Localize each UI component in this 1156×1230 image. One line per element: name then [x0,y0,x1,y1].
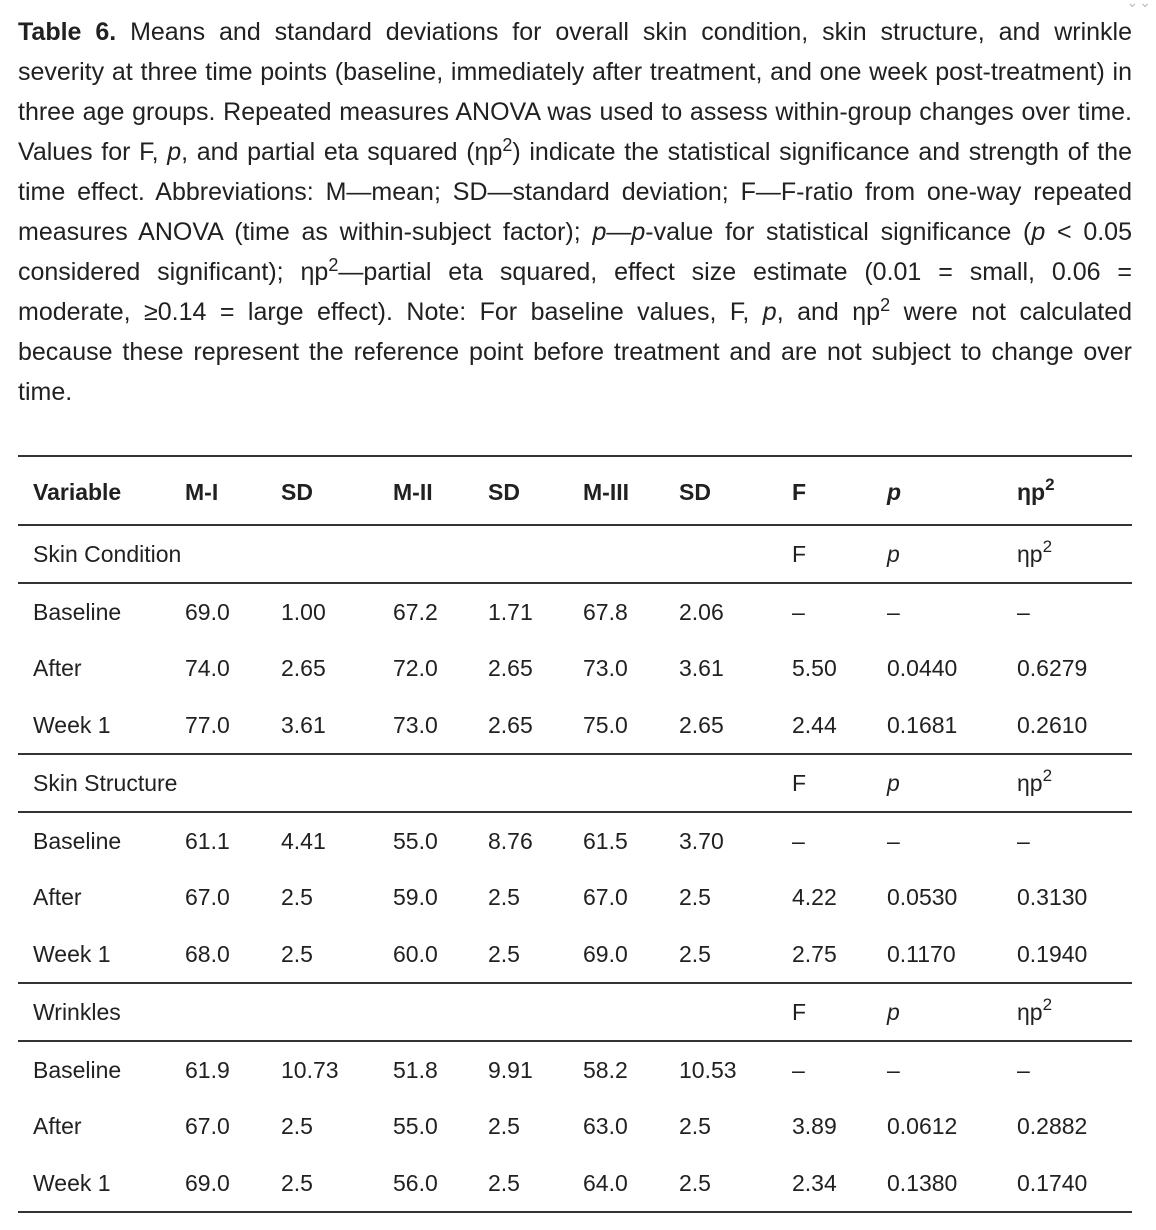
cell-eta: – [1017,598,1030,625]
cell-m1: 74.0 [185,655,230,681]
cell-variable: After [33,655,82,681]
cell-f: 4.22 [792,884,837,910]
cell-p: 0.1380 [872,1155,1002,1212]
cell-m2: 55.0 [393,1113,438,1139]
cell-sd3: 2.5 [679,1113,711,1139]
cell-variable: After [33,1113,82,1139]
expand-corner-icon: ⌄⌄ [1126,0,1152,10]
group-f-label: F [777,983,872,1041]
cell-m3: 67.8 [583,598,628,625]
cell-sd2: 2.5 [488,884,520,910]
cell-sd1: 3.61 [266,697,378,754]
cell-sd1: 2.65 [281,655,326,681]
cell-m3: 67.0 [583,884,628,910]
cell-sd2: 8.76 [488,827,533,854]
cell-eta: 0.1740 [1002,1155,1132,1212]
cell-variable: Week 1 [18,926,170,983]
cell-eta: 0.2610 [1002,697,1132,754]
cell-m1: 68.0 [170,926,266,983]
cell-sd2: 2.5 [473,926,568,983]
cell-m2: 73.0 [378,697,473,754]
cell-sd3: 2.5 [664,926,777,983]
group-name: Wrinkles [18,983,777,1041]
cell-p: 0.1170 [872,926,1002,983]
results-table [18,455,1132,1213]
cell-f: – [792,827,805,854]
cell-sd3: 2.5 [664,1155,777,1212]
cell-m1: 69.0 [170,1155,266,1212]
table-row [18,640,1132,697]
cell-p: 0.0612 [887,1113,958,1139]
cell-eta: – [1017,1056,1030,1083]
cell-sd2: 2.5 [488,1113,520,1139]
cell-sd2: 2.5 [473,1155,568,1212]
cell-m2: 67.2 [393,598,438,625]
cell-sd1: 2.5 [281,884,313,910]
table-header-row [18,456,1132,525]
cell-sd1: 2.5 [266,926,378,983]
group-eta-label: $\eta p^2$ [1002,525,1132,583]
cell-sd2: 2.65 [488,655,533,681]
group-f-label: F [777,754,872,812]
cell-m1: 77.0 [170,697,266,754]
cell-m2: 55.0 [393,827,438,854]
cell-sd1: 2.5 [281,1113,313,1139]
group-header-row [18,754,1132,812]
group-eta-label: $\eta p^2$ [1002,983,1132,1041]
group-name: Skin Structure [18,754,777,812]
cell-p: 0.0530 [887,884,958,910]
cell-sd1: 2.5 [266,1155,378,1212]
table-caption: Table 6. Means and standard deviations for overall skin condition, skin structure, and wrinkle severity at three time points (baseline, immediately after treatment, and one week post-treatment) in three age groups. Repeated measures ANOVA was used to assess within-group changes over time. Values for F, p, and partial eta squared $(\eta p^2)$ indicate the statistical significance and strength of the time effect. Abbreviations: M—mean; SD—standard deviation; F—F-ratio from one-way repeated measures ANOVA (time as within-subject factor); p—p-value for statistical significance (p < 0.05 considered significant); $\eta p^2—partial$ eta squared, effect size estimate (0.01 = small, 0.06 = moderate, ≥0.14 = large effect). Note: For baseline values, F, p, and $\eta p^2$ were not calculated because these represent the reference point before treatment and are not subject to change over time. [18,18,1133,406]
group-p-label: p [872,525,1002,583]
cell-eta: 0.1940 [1002,926,1132,983]
col-header-m3: M-III [568,456,664,525]
cell-variable: Week 1 [18,697,170,754]
group-name: Skin Condition [18,525,777,583]
cell-eta: 0.6279 [1017,655,1088,681]
cell-m2: 56.0 [378,1155,473,1212]
cell-p: – [887,827,900,854]
cell-m1: 61.1 [185,827,230,854]
cell-sd1: 10.73 [281,1056,339,1083]
group-header-row [18,525,1132,583]
table-row [18,926,1132,983]
cell-f: 2.75 [777,926,872,983]
col-header-m2: M-II [378,456,473,525]
cell-p: 0.1681 [872,697,1002,754]
cell-m1: 61.9 [185,1056,230,1083]
table-row [18,812,1132,869]
table-row [18,1098,1132,1155]
cell-m3: 73.0 [583,655,628,681]
col-header-sd2: SD [473,456,568,525]
cell-sd3: 3.61 [679,655,724,681]
cell-m3: 61.5 [583,827,628,854]
group-p-label: p [872,983,1002,1041]
cell-eta: 0.2882 [1017,1113,1088,1139]
cell-p: – [887,1056,900,1083]
col-header-f: F [777,456,872,525]
col-header-m1: M-I [170,456,266,525]
cell-sd3: 2.65 [664,697,777,754]
cell-m2: 51.8 [393,1056,438,1083]
group-f-label: F [777,525,872,583]
cell-sd1: 4.41 [281,827,326,854]
group-p-label: p [872,754,1002,812]
col-header-eta: $\eta p^2$ [1002,456,1132,525]
cell-f: 2.34 [777,1155,872,1212]
cell-p: 0.0440 [887,655,958,681]
cell-f: 5.50 [792,655,837,681]
cell-variable: Week 1 [18,1155,170,1212]
table-row [18,1041,1132,1098]
cell-m1: 67.0 [185,884,230,910]
cell-variable: Baseline [33,598,122,625]
cell-variable: Baseline [33,827,122,854]
cell-sd3: 2.06 [679,598,724,625]
cell-m1: 69.0 [185,598,230,625]
cell-m2: 72.0 [393,655,438,681]
col-header-sd3: SD [664,456,777,525]
table-row [18,869,1132,926]
col-header-p: p [872,456,1002,525]
cell-sd2: 9.91 [488,1056,533,1083]
cell-p: – [887,598,900,625]
cell-sd2: 1.71 [488,598,533,625]
col-header-sd1: SD [266,456,378,525]
cell-f: 2.44 [777,697,872,754]
cell-variable: After [33,884,82,910]
cell-f: 3.89 [792,1113,837,1139]
cell-eta: 0.3130 [1017,884,1088,910]
cell-m3: 63.0 [583,1113,628,1139]
group-header-row [18,983,1132,1041]
cell-sd1: 1.00 [281,598,326,625]
table-row [18,697,1132,754]
cell-m2: 60.0 [378,926,473,983]
cell-m3: 75.0 [568,697,664,754]
cell-m3: 64.0 [568,1155,664,1212]
cell-m2: 59.0 [393,884,438,910]
table-row [18,583,1132,640]
col-header-variable: Variable [18,456,170,525]
cell-f: – [792,1056,805,1083]
table-label: Table 6. [18,18,117,46]
cell-f: – [792,598,805,625]
cell-sd3: 3.70 [679,827,724,854]
table-row [18,1155,1132,1212]
cell-sd3: 2.5 [679,884,711,910]
cell-variable: Baseline [33,1056,122,1083]
cell-sd3: 10.53 [679,1056,737,1083]
cell-m3: 58.2 [583,1056,628,1083]
cell-m3: 69.0 [568,926,664,983]
cell-m1: 67.0 [185,1113,230,1139]
cell-eta: – [1017,827,1030,854]
group-eta-label: $\eta p^2$ [1002,754,1132,812]
cell-sd2: 2.65 [473,697,568,754]
